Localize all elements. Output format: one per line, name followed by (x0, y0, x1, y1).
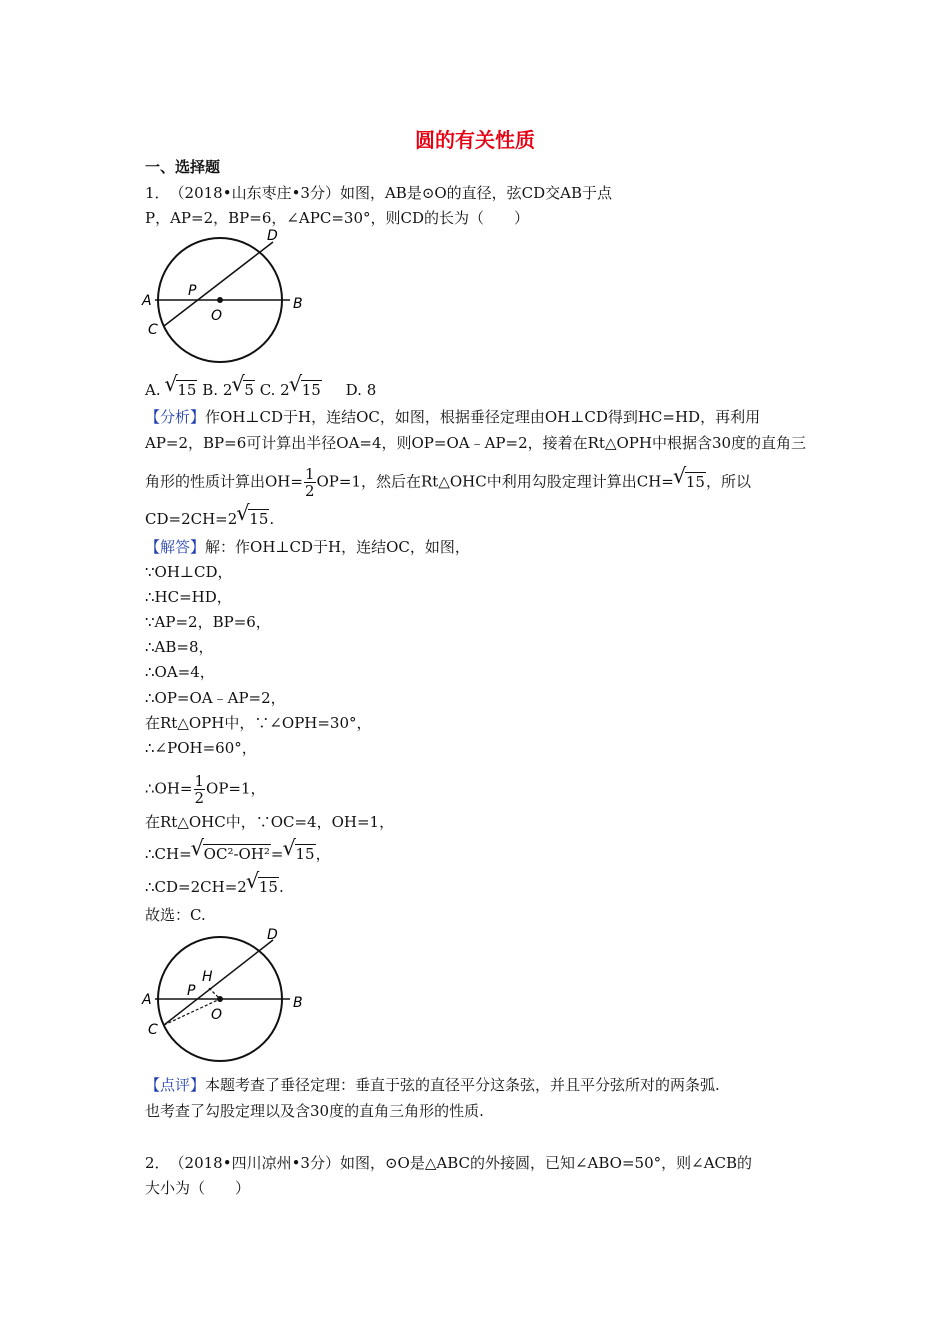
solution-line14: 故选：C. (145, 906, 206, 924)
analysis-tag: 【分析】 (145, 408, 206, 426)
solution-line7: ∴OP=OA﹣AP=2， (145, 689, 286, 707)
section-heading: 一、选择题 (145, 158, 221, 176)
label-p: P (188, 283, 197, 299)
label-o: O (211, 308, 223, 324)
radical-15: √ 15 (672, 463, 705, 491)
option-c-prefix: C. 2 (259, 381, 290, 399)
center-point (217, 297, 223, 303)
label-d: D (267, 228, 278, 244)
option-a-prefix: A. (145, 381, 161, 399)
q1-figure (140, 228, 320, 374)
fraction-half: $\frac{1}{2}$ (304, 465, 315, 500)
option-d: D. 8 (345, 381, 377, 399)
solution-line11: 在Rt△OHC中，∵OC=4，OH=1， (145, 813, 395, 831)
radical-15: √ 15 (245, 869, 278, 896)
q1-solution-figure (140, 926, 320, 1072)
option-c-radical: √ 15 (288, 372, 321, 399)
q1-stem-line1: 1． （2018•山东枣庄•3分）如图，AB是⊙O的直径，弦CD交AB于点 (145, 184, 613, 202)
comment-line2: 也考查了勾股定理以及含30度的直角三角形的性质. (145, 1102, 484, 1120)
label-b: B (293, 995, 303, 1011)
solution-line9: ∴∠POH=60°， (145, 739, 257, 757)
solution-line8: 在Rt△OPH中，∵∠OPH=30°， (145, 714, 372, 732)
solution-line4: ∵AP=2，BP=6， (145, 613, 271, 631)
label-c: C (148, 1022, 158, 1038)
solution-line2: ∵OH⊥CD， (145, 563, 233, 581)
solution-line3: ∴HC=HD， (145, 588, 232, 606)
solution-line12: ∴CH= √ OC²-OH²= √ 15， (145, 836, 331, 863)
label-a: A (142, 992, 152, 1008)
analysis-line1: 【分析】作OH⊥CD于H，连结OC，如图，根据垂径定理由OH⊥CD得到HC=HD，再利用 (145, 408, 761, 426)
option-b-prefix: B. 2 (202, 381, 233, 399)
q2-stem-line2: 大小为（ ） (145, 1179, 251, 1197)
analysis-line3: 角形的性质计算出OH= $\frac{1}{2}$ OP=1，然后在Rt△OHC中利用勾股定理计算出CH= √ 15，所以 (145, 463, 751, 500)
q2-stem-line1: 2． （2018•四川凉州•3分）如图，⊙O是△ABC的外接圆，已知∠ABO=50°，则∠ACB的 (145, 1154, 753, 1172)
q1-options (145, 372, 377, 400)
page-title: 圆的有关性质 (415, 128, 535, 152)
radical-oc-oh: √ OC²-OH² (190, 836, 270, 863)
option-a-radical: √ 15 (164, 372, 197, 399)
q1-stem-line2: P，AP=2，BP=6，∠APC=30°，则CD的长为（ ） (145, 209, 529, 227)
solution-line6: ∴OA=4， (145, 663, 215, 681)
option-b-radical: √ 5 (231, 372, 254, 399)
label-o: O (211, 1007, 223, 1023)
radical-15: √ 15 (282, 836, 315, 863)
label-p: P (187, 983, 196, 999)
solution-line10: ∴OH= $\frac{1}{2}$ OP=1， (145, 772, 266, 807)
label-b: B (293, 296, 303, 312)
center-point (217, 996, 223, 1002)
solution-line1: 【解答】解：作OH⊥CD于H，连结OC，如图， (145, 538, 470, 556)
comment-line1: 【点评】本题考查了垂径定理：垂直于弦的直径平分这条弦，并且平分弦所对的两条弧. (145, 1076, 720, 1094)
analysis-line4: CD=2CH=2 √ 15. (145, 501, 275, 528)
solution-line13: ∴CD=2CH=2 √ 15. (145, 869, 284, 896)
radical-15: √ 15 (236, 501, 269, 528)
solution-line5: ∴AB=8， (145, 638, 214, 656)
label-h: H (202, 969, 213, 985)
fraction-half: $\frac{1}{2}$ (194, 772, 205, 807)
label-c: C (148, 322, 158, 338)
analysis-line2: AP=2，BP=6可计算出半径OA=4，则OP=OA﹣AP=2，接着在Rt△OPH中根据含30度的直角三 (145, 434, 807, 452)
solution-tag: 【解答】 (145, 538, 206, 556)
label-a: A (142, 293, 152, 309)
label-d: D (267, 927, 278, 943)
comment-tag: 【点评】 (145, 1076, 206, 1094)
